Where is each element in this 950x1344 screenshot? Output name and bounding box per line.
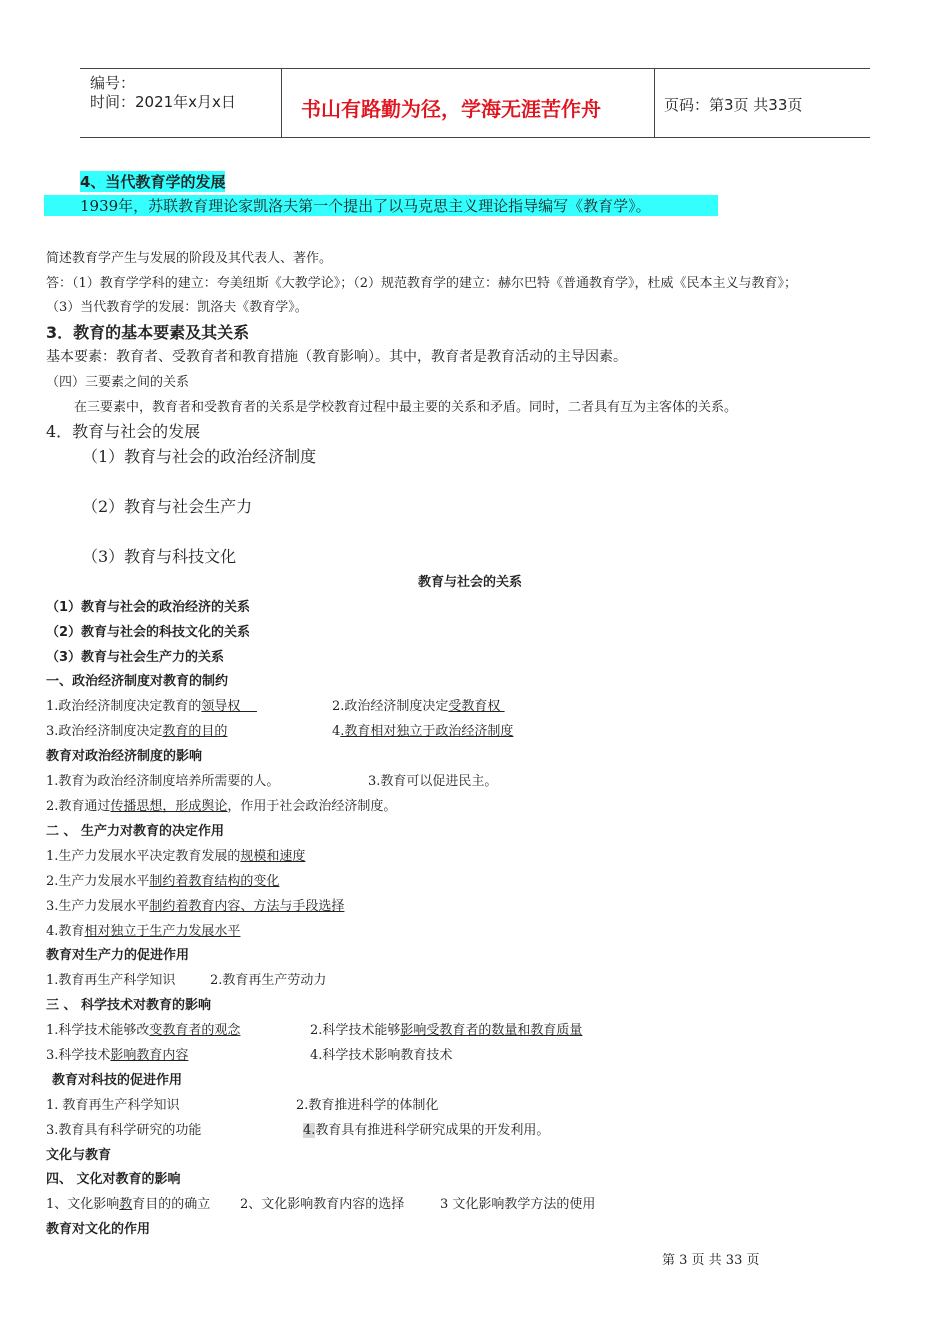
part3b-item: 4.教育具有推进科学研究成果的开发利用。 — [303, 1123, 550, 1138]
culture-title: 文化与教育 — [46, 1148, 112, 1163]
header-number-label: 编号： — [90, 74, 136, 92]
part4b-title: 教育对文化的作用 — [46, 1222, 151, 1237]
section3-paragraph: 在三要素中，教育者和受教育者的关系是学校教育过程中最主要的关系和矛盾。同时，二者具有互为主客体的关系。 — [74, 400, 738, 415]
part1-item: 4.教育相对独立于政治经济制度 — [332, 724, 514, 739]
answer-line-1: 答：（1）教育学学科的建立：夸美纽斯《大教学论》；（2）规范教育学的建立：赫尔巴特《普通教育学》，杜威《民本主义与教育》； — [46, 276, 798, 291]
section4b-item: （1）教育与社会的政治经济制度 — [82, 447, 317, 466]
section4-title: 4、当代教育学的发展 — [80, 173, 226, 191]
part2b-title: 教育对生产力的促进作用 — [46, 948, 190, 963]
part1b-item: 1.教育为政治经济制度培养所需要的人。 — [46, 774, 280, 789]
part3b-item: 2.教育推进科学的体制化 — [296, 1098, 439, 1113]
header-page-info: 页码：第3页 共33页 — [664, 96, 803, 114]
section3-title: 3．教育的基本要素及其关系 — [46, 323, 250, 342]
part1-item: 3.政治经济制度决定教育的目的 — [46, 724, 228, 739]
section4b-item: （2）教育与社会生产力 — [82, 497, 253, 516]
part2-item: 3.生产力发展水平制约着教育内容、方法与手段选择 — [46, 899, 345, 914]
part2-title: 二 、 生产力对教育的决定作用 — [46, 824, 225, 839]
part3b-item: 1. 教育再生产科学知识 — [46, 1098, 180, 1113]
section4b-item: （3）教育与科技文化 — [82, 547, 237, 566]
part3-item: 4.科学技术影响教育技术 — [310, 1048, 453, 1063]
part1b-item: 3.教育可以促进民主。 — [368, 774, 498, 789]
part3-item: 3.科学技术影响教育内容 — [46, 1048, 189, 1063]
section3-basic: 基本要素：教育者、受教育者和教育措施（教育影响）。其中，教育者是教育活动的主导因素。 — [46, 349, 627, 365]
part2-item: 4.教育相对独立于生产力发展水平 — [46, 924, 241, 939]
part4-item: 1、文化影响教育目的的确立 — [46, 1197, 211, 1212]
page-header — [80, 68, 870, 138]
part2-item: 1.生产力发展水平决定教育发展的规模和速度 — [46, 849, 306, 864]
page-footer: 第 3 页 共 33 页 — [662, 1253, 760, 1268]
relation-item: （2）教育与社会的科技文化的关系 — [46, 625, 251, 640]
section4-text — [44, 195, 718, 216]
relation-item: （1）教育与社会的政治经济的关系 — [46, 600, 251, 615]
relation-item: （3）教育与社会生产力的关系 — [46, 650, 225, 665]
part3b-title: 教育对科技的促进作用 — [52, 1073, 183, 1088]
part1-title: 一、政治经济制度对教育的制约 — [46, 674, 229, 689]
question-text: 简述教育学产生与发展的阶段及其代表人、著作。 — [46, 251, 333, 266]
part1b-title: 教育对政治经济制度的影响 — [46, 749, 203, 764]
part2b-item: 2.教育再生产劳动力 — [210, 973, 327, 988]
part1-item: 2.政治经济制度决定受教育权 — [332, 699, 501, 714]
section3-subtitle: （四）三要素之间的关系 — [46, 375, 190, 390]
part2-item: 2.生产力发展水平制约着教育结构的变化 — [46, 874, 280, 889]
part4-item: 3 文化影响教学方法的使用 — [440, 1197, 596, 1212]
part4-item: 2、文化影响教育内容的选择 — [240, 1197, 405, 1212]
answer-line-2: （3）当代教育学的发展：凯洛夫《教育学》。 — [46, 300, 308, 315]
header-motto: 书山有路勤为径，学海无涯苦作舟 — [301, 97, 601, 121]
header-divider — [654, 69, 655, 137]
part4-title: 四、 文化对教育的影响 — [46, 1172, 181, 1187]
part3-item: 1.科学技术能够改变教育者的观念 — [46, 1023, 241, 1038]
part2b-item: 1.教育再生产科学知识 — [46, 973, 176, 988]
part3-item: 2.科学技术能够影响受教育者的数量和教育质量 — [310, 1023, 583, 1038]
header-time-label: 时间：2021年x月x日 — [90, 93, 236, 111]
part1b-item: 2.教育通过传播思想，形成舆论，作用于社会政治经济制度。 — [46, 799, 397, 814]
header-divider — [281, 69, 282, 137]
part3-title: 三 、 科学技术对教育的影响 — [46, 998, 212, 1013]
part1-item: 1.政治经济制度决定教育的领导权 — [46, 699, 241, 714]
relation-title: 教育与社会的关系 — [418, 575, 523, 590]
part3b-item: 3.教育具有科学研究的功能 — [46, 1123, 202, 1138]
section4-text-content: 1939年，苏联教育理论家凯洛夫第一个提出了以马克思主义理论指导编写《教育学》。 — [80, 197, 651, 215]
section4b-title: 4．教育与社会的发展 — [46, 422, 201, 441]
